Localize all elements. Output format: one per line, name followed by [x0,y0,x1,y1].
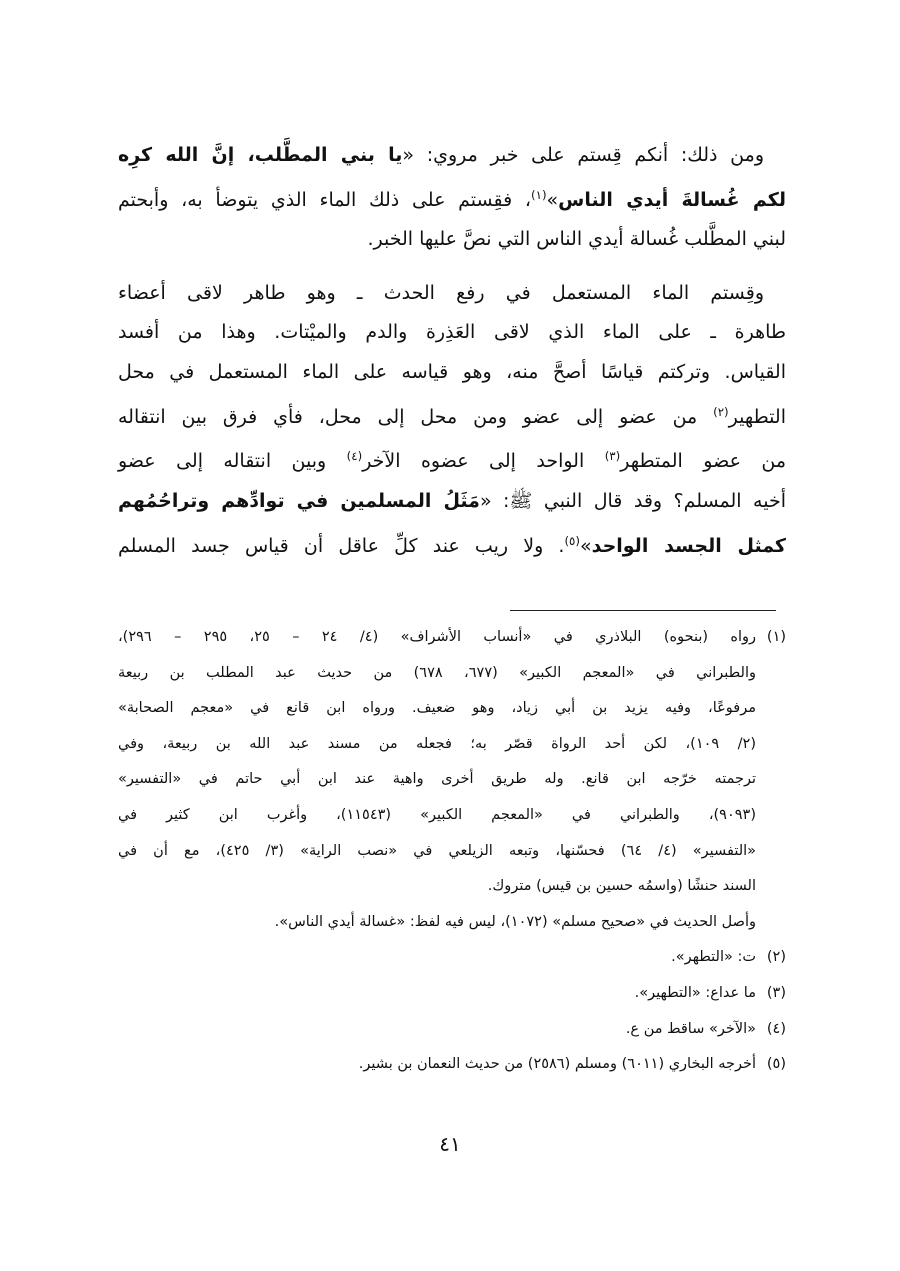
footnote-line [118,1012,786,1048]
text-line [118,176,786,221]
footnote-line [118,976,786,1012]
footnote-reference[interactable]: (٢) [713,404,729,419]
text-segment: ت: «التطهر». [671,949,756,966]
text-segment: ومن ذلك: أنكم قِستم على خبر مروي: « [402,144,764,166]
text-segment: (٢/ ١٠٩)، لكن أحد الرواة قصّر به؛ فجعله من مسند عبد الله بن ربيعة، وفي [118,735,756,752]
text-segment: » [579,534,592,557]
text-segment: الواحد إلى عضوه الآخر [362,450,605,473]
footnote-number[interactable]: (٣) [766,984,786,1001]
footnote-line [118,727,786,763]
text-line [118,136,786,176]
footnote-line [118,1047,786,1083]
footnote-number[interactable]: (٢) [766,949,786,966]
text-segment: ترجمته خرّجه ابن قانع. وله طريق أخرى واهية عند ابن أبي حاتم في «التفسير» [118,771,756,788]
footnote-reference[interactable]: (١) [531,187,547,202]
footnote-number[interactable]: (١) [766,629,787,645]
text-line [118,482,786,522]
text-segment: السند حنشًا (واسمُه حسين بن قيس) متروك. [487,878,756,895]
text-segment: (٩٠٩٣)، والطبراني في «المعجم الكبير» (١١٥٤٣)، وأغرب ابن كثير في [118,806,756,823]
footnote-line [118,620,786,656]
footnote-line [118,834,786,870]
text-segment: . ولا ريب عند كلِّ عاقل أن قياس جسد المسلم [118,534,565,557]
text-line [118,353,786,393]
text-segment: مرفوعًا، وفيه يزيد بن أبي زياد، وهو ضعيف. ورواه ابن قانع في «معجم الصحابة» [118,700,756,717]
text-segment: أخيه المسلم؟ وقد قال النبي ﷺ: « [479,489,786,512]
text-segment: رواه (بنحوه) البلاذري في «أنساب الأشراف» (٤/ ٢٤ – ٢٥، ٢٩٥ – ٢٩٦)، [118,629,757,645]
text-segment: وأصل الحديث في «صحيح مسلم» (١٠٧٢)، ليس فيه لفظ: «غسالة أيدي الناس». [274,913,756,930]
text-segment: لبني المطَّلب غُسالة أيدي الناس التي نصَّ عليها الخبر. [367,228,786,251]
text-line [118,437,786,482]
footnote-reference[interactable]: (٥) [564,533,580,548]
text-segment: أخرجه البخاري (٦٠١١) ومسلم (٢٥٨٦) من حديث النعمان بن بشير. [358,1056,756,1073]
text-segment: » [546,188,559,211]
hadith-quote: مَثَلُ المسلمين في توادِّهم وتراحُمُهم [118,489,480,512]
text-line [118,522,786,567]
footnote-line [118,798,786,834]
footnote-line [118,762,786,798]
page-number: ٤١ [439,1132,461,1156]
footnote-line [118,691,786,727]
text-line [118,274,786,314]
paragraph [118,274,786,566]
text-segment: ، فقِستم على ذلك الماء الذي يتوضأ به، وأبحتم [118,188,532,211]
main-text [118,136,786,580]
text-segment: طاهرة ـ على الماء الذي لاقى العَذِرة والدم والميْتات. وهذا من أفسد [118,321,786,344]
text-segment: والطبراني في «المعجم الكبير» (٦٧٧، ٦٧٨) من حديث عبد المطلب بن ربيعة [118,664,757,681]
footnote-line [118,905,786,941]
text-line [118,393,786,438]
text-segment: وقِستم الماء المستعمل في رفع الحدث ـ وهو طاهر لاقى أعضاء [118,281,764,304]
footnotes [118,620,786,1083]
footnote-line [118,656,786,692]
footnote-reference[interactable]: (٤) [346,449,363,464]
hadith-quote: كمثل الجسد الواحد [591,534,786,557]
text-segment: التطهير [728,405,786,428]
footnote-line [118,869,786,905]
footnote-number[interactable]: (٤) [766,1020,786,1037]
footnote-separator [510,610,776,611]
text-segment: القياس. وتركتم قياسًا أصحَّ منه، وهو قياسه على الماء المستعمل في محل [118,361,786,384]
text-line [118,220,786,260]
footnote-number[interactable]: (٥) [766,1056,786,1073]
text-segment: «الآخر» ساقط من ع. [625,1020,756,1037]
text-segment: «التفسير» (٤/ ٦٤) فحسّنها، وتبعه الزيلعي في «نصب الراية» (٣/ ٤٢٥)، مع أن في [118,842,757,859]
hadith-quote: لكم غُسالةَ أيدي الناس [558,188,786,211]
footnote-line [118,940,786,976]
text-segment: من عضو المتطهر [620,450,786,473]
text-segment: وبين انتقاله إلى عضو [118,450,347,473]
footnote-reference[interactable]: (٣) [604,449,621,464]
text-segment: ما عداع: «التطهير». [634,984,756,1001]
text-line [118,313,786,353]
hadith-quote: يا بني المطَّلب، إنَّ الله كرِه [118,144,403,166]
paragraph [118,136,786,260]
text-segment: من عضو إلى عضو ومن محل إلى محل، فأي فرق بين انتقاله [118,405,714,428]
